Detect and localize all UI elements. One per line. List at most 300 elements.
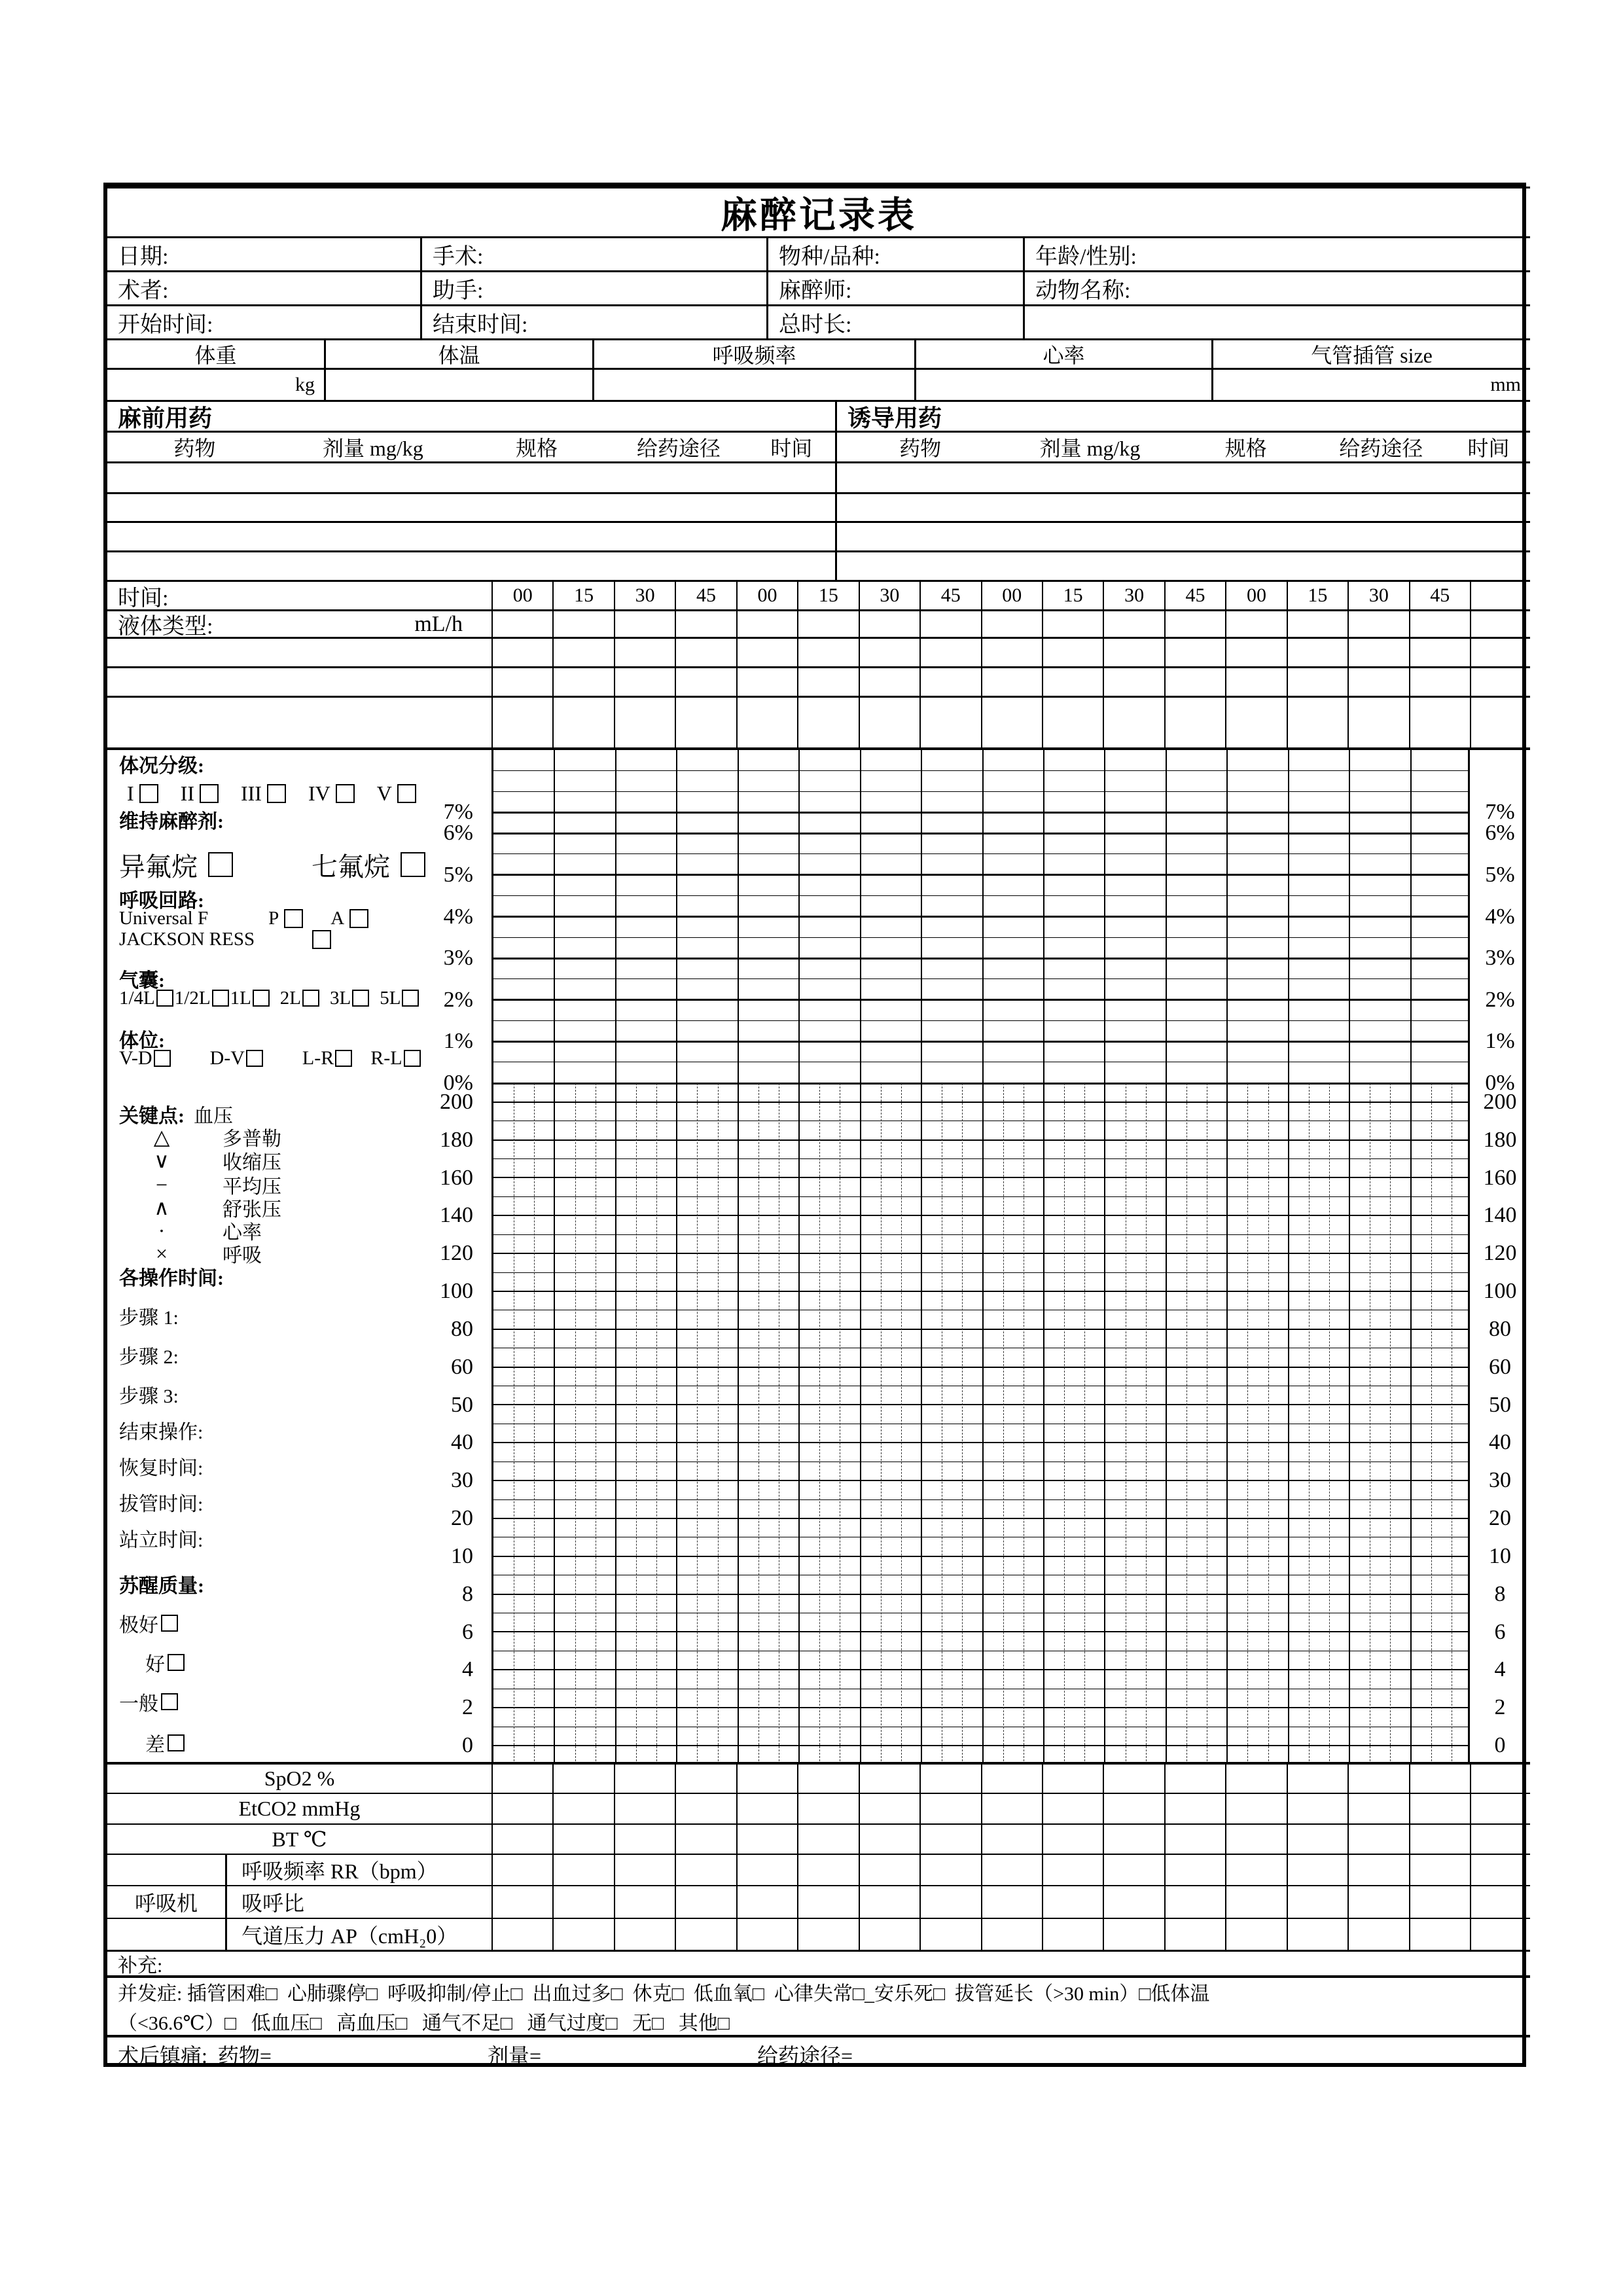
- monitor-cell[interactable]: [614, 1765, 675, 1793]
- premed-entry-1[interactable]: [107, 463, 835, 492]
- monitor-cell[interactable]: [675, 1794, 736, 1823]
- position-label: 体位:: [119, 1030, 165, 1052]
- checkbox[interactable]: [336, 784, 355, 803]
- cell-time-row-end[interactable]: [1470, 582, 1530, 609]
- vitals-axis-label-left: 2: [462, 1695, 473, 1720]
- cell-fluid-row-6[interactable]: [859, 611, 919, 637]
- cell-grid-blank-row-1-8[interactable]: [981, 639, 1042, 666]
- cell-time-row-7[interactable]: 45: [919, 582, 980, 609]
- cell-grid-blank-row-1-13[interactable]: [1287, 639, 1347, 666]
- ventilator-cell[interactable]: [1164, 1919, 1225, 1950]
- checkbox[interactable]: [139, 784, 158, 803]
- supplement-label: 补充:: [118, 1955, 163, 1977]
- field-surgery[interactable]: [420, 238, 766, 270]
- cell-fluid-row-14[interactable]: [1347, 611, 1408, 637]
- ventilator-cell[interactable]: [736, 1919, 797, 1950]
- cell-grid-blank-row-1-11[interactable]: [1164, 639, 1225, 666]
- complications-line1: 并发症: 插管困难□ 心肺骤停□ 呼吸抑制/停止□ 出血过多□ 休克□ 低血氧□ 心律失常□_安乐死□ 拔管延长（>30 min）□低体温: [118, 1983, 1210, 2005]
- induction-entry-2[interactable]: [835, 494, 1530, 521]
- induction-col-4: 时间: [1467, 437, 1510, 460]
- percent-gridline: [493, 958, 1468, 960]
- legend-name-3: 舒张压: [223, 1199, 281, 1221]
- ventilator-cell[interactable]: [1164, 1886, 1225, 1918]
- ventilator-cell[interactable]: [1409, 1886, 1470, 1918]
- cell-time-row-5[interactable]: 15: [797, 582, 858, 609]
- field-surgeon[interactable]: [107, 272, 420, 304]
- cell-grid-blank-row-2-5[interactable]: [797, 668, 858, 696]
- header-ett-size-label: 气管插管 size: [1311, 344, 1433, 367]
- cell-grid-blank-row-3-5[interactable]: [797, 698, 858, 747]
- position-option-D-V: D-V: [210, 1047, 263, 1069]
- recovery-option-好-label: 好: [145, 1648, 185, 1677]
- legend-name-5: 呼吸: [223, 1245, 262, 1266]
- ventilator-cell[interactable]: [614, 1919, 675, 1950]
- cell-grid-blank-row-1-0[interactable]: [491, 639, 552, 666]
- vitals-axis-label-right: 4: [1494, 1657, 1506, 1682]
- ventilator-cell[interactable]: [1287, 1919, 1347, 1950]
- monitor-cell[interactable]: [1164, 1794, 1225, 1823]
- grid-5min-dashed-line: [697, 1083, 698, 1765]
- monitor-cell[interactable]: [1042, 1794, 1103, 1823]
- monitor-cell[interactable]: [981, 1794, 1042, 1823]
- monitor-cell[interactable]: [1409, 1765, 1470, 1793]
- ventilator-cell[interactable]: [1103, 1855, 1164, 1885]
- circuit-p: P: [268, 908, 303, 929]
- ventilator-cell[interactable]: [797, 1919, 858, 1950]
- cell-grid-blank-row-1-1[interactable]: [552, 639, 613, 666]
- field-anesthetist[interactable]: [766, 272, 1023, 304]
- monitor-cell[interactable]: [1347, 1794, 1408, 1823]
- percent-axis-label-right: 2%: [1485, 987, 1515, 1012]
- cell-grid-blank-row-2-3[interactable]: [675, 668, 736, 696]
- cell-time-row-9[interactable]: 15: [1042, 582, 1103, 609]
- value-ett-size[interactable]: [1211, 370, 1530, 400]
- checkbox[interactable]: [404, 1050, 421, 1067]
- ventilator-cell[interactable]: [859, 1919, 919, 1950]
- ventilator-cell[interactable]: [675, 1855, 736, 1885]
- ventilator-cell[interactable]: [1103, 1886, 1164, 1918]
- monitor-cell[interactable]: [919, 1765, 980, 1793]
- checkbox[interactable]: [335, 1050, 352, 1067]
- induction-entry-4[interactable]: [835, 552, 1530, 580]
- ventilator-cell[interactable]: [491, 1855, 552, 1885]
- ventilator-cell[interactable]: [981, 1919, 1042, 1950]
- ventilator-cell[interactable]: [1347, 1919, 1408, 1950]
- cell-fluid-row-12[interactable]: [1225, 611, 1286, 637]
- ventilator-cell[interactable]: [797, 1855, 858, 1885]
- cell-fluid-row-13[interactable]: [1287, 611, 1347, 637]
- legend-name-0: 多普勒: [223, 1128, 281, 1150]
- cell-grid-blank-row-2-15[interactable]: [1409, 668, 1470, 696]
- ventilator-cell[interactable]: [1164, 1855, 1225, 1885]
- monitor-cell-end[interactable]: [1470, 1765, 1530, 1793]
- cell-grid-blank-row-1-10[interactable]: [1103, 639, 1164, 666]
- premed-entry-2[interactable]: [107, 494, 835, 521]
- vitals-axis-label-right: 10: [1489, 1543, 1511, 1568]
- value-weight[interactable]: [107, 370, 324, 400]
- premed-col-1: 剂量 mg/kg: [322, 437, 423, 460]
- monitor-cell[interactable]: [552, 1825, 613, 1854]
- cell-grid-blank-row-1-9[interactable]: [1042, 639, 1103, 666]
- cell-grid-blank-row-2-13[interactable]: [1287, 668, 1347, 696]
- monitor-cell-end[interactable]: [1470, 1825, 1530, 1854]
- monitor-cell[interactable]: [1225, 1794, 1286, 1823]
- monitor-cell[interactable]: [736, 1794, 797, 1823]
- cell-grid-blank-row-1-15[interactable]: [1409, 639, 1470, 666]
- ventilator-cell[interactable]: [859, 1855, 919, 1885]
- field-date[interactable]: [107, 238, 420, 270]
- cell-grid-blank-row-3-11[interactable]: [1164, 698, 1225, 747]
- monitor-cell[interactable]: [552, 1765, 613, 1793]
- monitor-cell[interactable]: [1225, 1765, 1286, 1793]
- checkbox[interactable]: [312, 930, 331, 949]
- grid-column-line: [921, 750, 922, 1762]
- ventilator-cell[interactable]: [675, 1919, 736, 1950]
- cell-grid-blank-row-3-6[interactable]: [859, 698, 919, 747]
- monitor-cell[interactable]: [1164, 1825, 1225, 1854]
- cell-grid-blank-row-1-14[interactable]: [1347, 639, 1408, 666]
- header-temperature: [324, 340, 592, 368]
- cell-fluid-row-3[interactable]: [675, 611, 736, 637]
- checkbox[interactable]: [208, 852, 233, 877]
- vitals-axis-label-left: 40: [451, 1430, 473, 1455]
- ventilator-cell[interactable]: [1225, 1919, 1286, 1950]
- ventilator-cell[interactable]: [736, 1886, 797, 1918]
- monitor-cell[interactable]: [1287, 1825, 1347, 1854]
- premed-entry-3[interactable]: [107, 523, 835, 550]
- cell-grid-blank-row-2-4[interactable]: [736, 668, 797, 696]
- ventilator-cell[interactable]: [552, 1919, 613, 1950]
- ventilator-cell[interactable]: [1409, 1855, 1470, 1885]
- monitor-cell[interactable]: [1347, 1765, 1408, 1793]
- ventilator-cell[interactable]: [1225, 1855, 1286, 1885]
- monitor-cell-end[interactable]: [1470, 1794, 1530, 1823]
- checkbox[interactable]: [168, 1654, 185, 1671]
- monitor-cell[interactable]: [675, 1825, 736, 1854]
- monitor-cell[interactable]: [1225, 1825, 1286, 1854]
- ventilator-cell[interactable]: [491, 1886, 552, 1918]
- cell-grid-blank-row-2-11[interactable]: [1164, 668, 1225, 696]
- cell-grid-blank-row-3-3[interactable]: [675, 698, 736, 747]
- grade-option-IV: IV: [308, 781, 355, 806]
- cell-grid-blank-row-3-13[interactable]: [1287, 698, 1347, 747]
- monitor-cell[interactable]: [736, 1765, 797, 1793]
- ventilator-cell[interactable]: [859, 1886, 919, 1918]
- field-assistant[interactable]: [420, 272, 766, 304]
- cell-grid-blank-row-3-end[interactable]: [1470, 698, 1530, 747]
- ventilator-cell[interactable]: [614, 1855, 675, 1885]
- monitor-cell[interactable]: [1164, 1765, 1225, 1793]
- grid-column-line: [798, 750, 800, 1762]
- ventilator-cell[interactable]: [1225, 1886, 1286, 1918]
- cell-time-row-2[interactable]: 30: [614, 582, 675, 609]
- checkbox[interactable]: [154, 1050, 171, 1067]
- ventilator-cell[interactable]: [1409, 1919, 1470, 1950]
- cell-fluid-row-8[interactable]: [981, 611, 1042, 637]
- ventilator-cell-end[interactable]: [1470, 1886, 1530, 1918]
- value-temperature[interactable]: [324, 370, 592, 400]
- cell-grid-blank-row-1-6[interactable]: [859, 639, 919, 666]
- cell-fluid-row-end[interactable]: [1470, 611, 1530, 637]
- header-heart-rate-label: 心率: [1043, 344, 1085, 367]
- premed-entry-4[interactable]: [107, 552, 835, 580]
- chart-grid[interactable]: [491, 750, 1470, 1762]
- checkbox[interactable]: [212, 990, 229, 1007]
- cell-fluid-row-9[interactable]: [1042, 611, 1103, 637]
- cell-time-row-15[interactable]: 45: [1409, 582, 1470, 609]
- cell-time-row-0[interactable]: 00: [491, 582, 552, 609]
- checkbox[interactable]: [200, 784, 219, 803]
- grid-column-line: [1410, 750, 1412, 1762]
- field-assistant-label: 助手:: [433, 279, 484, 303]
- monitor-label-2: [107, 1825, 491, 1854]
- grid-column-line: [1349, 750, 1350, 1762]
- vitals-axis-label-left: 180: [440, 1127, 473, 1152]
- ventilator-cell[interactable]: [1347, 1886, 1408, 1918]
- field-species[interactable]: [766, 238, 1023, 270]
- cell-grid-blank-row-2-end[interactable]: [1470, 668, 1530, 696]
- ventilator-cell[interactable]: [1103, 1919, 1164, 1950]
- cell-fluid-row-15[interactable]: [1409, 611, 1470, 637]
- monitor-cell[interactable]: [859, 1794, 919, 1823]
- checkbox[interactable]: [302, 990, 319, 1007]
- cell-grid-blank-row-3-12[interactable]: [1225, 698, 1286, 747]
- checkbox[interactable]: [246, 1050, 263, 1067]
- ventilator-cell-end[interactable]: [1470, 1855, 1530, 1885]
- position-option-V-D: V-D: [119, 1047, 171, 1069]
- cell-time-row-13[interactable]: 15: [1287, 582, 1347, 609]
- monitor-cell[interactable]: [797, 1825, 858, 1854]
- value-resp-rate[interactable]: [592, 370, 914, 400]
- cell-grid-blank-row-1-2[interactable]: [614, 639, 675, 666]
- ventilator-cell[interactable]: [797, 1886, 858, 1918]
- cell-grid-blank-row-2-14[interactable]: [1347, 668, 1408, 696]
- monitor-cell[interactable]: [1103, 1825, 1164, 1854]
- cell-grid-blank-row-3-15[interactable]: [1409, 698, 1470, 747]
- monitor-cell[interactable]: [675, 1765, 736, 1793]
- checkbox[interactable]: [397, 784, 416, 803]
- field-empty[interactable]: [1023, 306, 1530, 338]
- cell-grid-blank-row-1-5[interactable]: [797, 639, 858, 666]
- complications-row: [107, 1975, 1530, 2035]
- induction-columns: [835, 433, 1530, 461]
- monitor-label-0-text: SpO2 %: [264, 1767, 335, 1790]
- ventilator-cell[interactable]: [736, 1855, 797, 1885]
- percent-gridline: [493, 978, 1468, 979]
- cell-grid-blank-row-3-0[interactable]: [491, 698, 552, 747]
- vitals-axis-label-right: 2: [1494, 1695, 1506, 1720]
- supplement-cell[interactable]: [107, 1952, 1530, 1975]
- checkbox[interactable]: [352, 990, 369, 1007]
- checkbox[interactable]: [267, 784, 286, 803]
- monitor-cell[interactable]: [797, 1794, 858, 1823]
- cell-grid-blank-row-3-2[interactable]: [614, 698, 675, 747]
- cell-fluid-row-11[interactable]: [1164, 611, 1225, 637]
- cell-grid-blank-row-3-9[interactable]: [1042, 698, 1103, 747]
- cell-grid-blank-row-1-12[interactable]: [1225, 639, 1286, 666]
- fluid-unit: mL/h: [414, 611, 463, 636]
- bag-option-5L: 5L: [380, 988, 419, 1009]
- analgesia-cell[interactable]: [107, 2037, 1530, 2071]
- vitals-gridline: [493, 1196, 1468, 1197]
- cell-grid-blank-row-1-7[interactable]: [919, 639, 980, 666]
- cell-fluid-row-2[interactable]: [614, 611, 675, 637]
- monitor-cell[interactable]: [552, 1794, 613, 1823]
- cell-time-row-6[interactable]: 30: [859, 582, 919, 609]
- checkbox[interactable]: [402, 990, 419, 1007]
- cell-grid-blank-row-3-14[interactable]: [1347, 698, 1408, 747]
- checkbox[interactable]: [161, 1615, 178, 1632]
- ventilator-cell[interactable]: [919, 1855, 980, 1885]
- cell-grid-blank-row-2-12[interactable]: [1225, 668, 1286, 696]
- induction-entry-3[interactable]: [835, 523, 1530, 550]
- checkbox[interactable]: [156, 990, 173, 1007]
- monitor-cell[interactable]: [1347, 1825, 1408, 1854]
- cell-grid-blank-row-1-4[interactable]: [736, 639, 797, 666]
- cell-time-row-11[interactable]: 45: [1164, 582, 1225, 609]
- cell-time-row-8[interactable]: 00: [981, 582, 1042, 609]
- cell-grid-blank-row-3-1[interactable]: [552, 698, 613, 747]
- monitor-cell[interactable]: [1103, 1794, 1164, 1823]
- ventilator-cell[interactable]: [981, 1886, 1042, 1918]
- ventilator-cell[interactable]: [1042, 1886, 1103, 1918]
- ventilator-cell[interactable]: [981, 1855, 1042, 1885]
- cell-grid-blank-row-2-6[interactable]: [859, 668, 919, 696]
- chart-left-panel: [107, 750, 491, 1762]
- cell-fluid-row-7[interactable]: [919, 611, 980, 637]
- grid-blank-row-2: [107, 666, 1530, 696]
- cell-grid-blank-row-3-7[interactable]: [919, 698, 980, 747]
- cell-fluid-row-1[interactable]: [552, 611, 613, 637]
- grid-column-line: [676, 750, 677, 1762]
- ventilator-cell[interactable]: [491, 1919, 552, 1950]
- vitals-axis-label-right: 6: [1494, 1619, 1506, 1644]
- monitor-cell[interactable]: [919, 1794, 980, 1823]
- monitor-cell[interactable]: [491, 1765, 552, 1793]
- ventilator-cell[interactable]: [919, 1919, 980, 1950]
- checkbox[interactable]: [168, 1734, 185, 1751]
- ventilator-cell[interactable]: [1042, 1855, 1103, 1885]
- ventilator-cell[interactable]: [1287, 1886, 1347, 1918]
- grid-5min-dashed-line: [534, 1083, 535, 1765]
- ventilator-cell-end[interactable]: [1470, 1919, 1530, 1950]
- monitor-cell[interactable]: [614, 1794, 675, 1823]
- monitor-cell[interactable]: [1103, 1765, 1164, 1793]
- monitor-cell[interactable]: [859, 1825, 919, 1854]
- field-age-sex[interactable]: [1023, 238, 1530, 270]
- cell-grid-blank-row-3-4[interactable]: [736, 698, 797, 747]
- cell-time-row-3[interactable]: 45: [675, 582, 736, 609]
- cell-grid-blank-row-3-8[interactable]: [981, 698, 1042, 747]
- monitor-cell[interactable]: [797, 1765, 858, 1793]
- ventilator-cell[interactable]: [552, 1855, 613, 1885]
- cell-grid-blank-row-2-10[interactable]: [1103, 668, 1164, 696]
- cell-time-row-14[interactable]: 30: [1347, 582, 1408, 609]
- cell-grid-blank-row-3-10[interactable]: [1103, 698, 1164, 747]
- field-start-time[interactable]: [107, 306, 420, 338]
- monitor-label-2-text: BT ℃: [272, 1827, 327, 1851]
- field-total-duration-label: 总时长:: [779, 313, 852, 337]
- monitor-cell[interactable]: [1287, 1794, 1347, 1823]
- grid-5min-dashed-line: [758, 1083, 759, 1765]
- cell-grid-blank-row-1-3[interactable]: [675, 639, 736, 666]
- monitor-cell[interactable]: [614, 1825, 675, 1854]
- cell-grid-blank-row-2-8[interactable]: [981, 668, 1042, 696]
- cell-time-row-1[interactable]: 15: [552, 582, 613, 609]
- ventilator-cell[interactable]: [1042, 1919, 1103, 1950]
- vitals-gridline: [493, 1272, 1468, 1273]
- vitals-gridline: [493, 1367, 1468, 1368]
- monitor-cell[interactable]: [859, 1765, 919, 1793]
- cell-grid-blank-row-2-1[interactable]: [552, 668, 613, 696]
- monitor-label-1-text: EtCO2 mmHg: [238, 1797, 361, 1820]
- vitals-gridline: [493, 1499, 1468, 1500]
- percent-axis-label-right: 1%: [1485, 1029, 1515, 1054]
- cell-grid-blank-row-2-9[interactable]: [1042, 668, 1103, 696]
- monitor-cell[interactable]: [491, 1794, 552, 1823]
- cell-grid-blank-row-2-2[interactable]: [614, 668, 675, 696]
- ventilator-cell[interactable]: [1287, 1855, 1347, 1885]
- field-total-duration[interactable]: [766, 306, 1023, 338]
- cell-fluid-row-10[interactable]: [1103, 611, 1164, 637]
- monitor-cell[interactable]: [1042, 1825, 1103, 1854]
- monitor-cell[interactable]: [491, 1825, 552, 1854]
- monitor-cell[interactable]: [981, 1825, 1042, 1854]
- ventilator-cell[interactable]: [919, 1886, 980, 1918]
- monitor-cell[interactable]: [1287, 1765, 1347, 1793]
- cell-fluid-row-4[interactable]: [736, 611, 797, 637]
- checkbox[interactable]: [401, 852, 425, 877]
- ventilator-sub-label-1-text: 吸呼比: [241, 1892, 305, 1915]
- monitor-cell[interactable]: [736, 1825, 797, 1854]
- cell-time-row-10[interactable]: 30: [1103, 582, 1164, 609]
- monitor-cell[interactable]: [981, 1765, 1042, 1793]
- complications-cell[interactable]: [107, 1978, 1530, 2035]
- ventilator-cell[interactable]: [614, 1886, 675, 1918]
- checkbox[interactable]: [161, 1693, 178, 1710]
- percent-axis-label-right: 5%: [1485, 862, 1515, 887]
- ventilator-cell[interactable]: [1347, 1855, 1408, 1885]
- monitor-cell[interactable]: [1042, 1765, 1103, 1793]
- monitor-cell[interactable]: [919, 1825, 980, 1854]
- ventilator-cell[interactable]: [675, 1886, 736, 1918]
- grid-5min-dashed-line: [656, 1083, 657, 1765]
- monitor-cell[interactable]: [1409, 1825, 1470, 1854]
- ventilator-cell[interactable]: [552, 1886, 613, 1918]
- cell-time-row-4[interactable]: 00: [736, 582, 797, 609]
- vitals-gridline: [493, 1480, 1468, 1481]
- cell-fluid-row-0[interactable]: [491, 611, 552, 637]
- field-animal-name[interactable]: [1023, 272, 1530, 304]
- vitals-axis-label-left: 160: [440, 1165, 473, 1190]
- position-options: [107, 1044, 491, 1073]
- induction-entry-1[interactable]: [835, 463, 1530, 492]
- cell-grid-blank-row-2-0[interactable]: [491, 668, 552, 696]
- vitals-axis-label-left: 4: [462, 1657, 473, 1682]
- monitor-cell[interactable]: [1409, 1794, 1470, 1823]
- cell-grid-blank-row-1-end[interactable]: [1470, 639, 1530, 666]
- percent-gridline: [493, 895, 1468, 896]
- monitor-row-0: [107, 1762, 1530, 1793]
- field-end-time[interactable]: [420, 306, 766, 338]
- recovery-label: 苏醒质量:: [119, 1575, 204, 1597]
- checkbox[interactable]: [253, 990, 270, 1007]
- value-heart-rate[interactable]: [914, 370, 1211, 400]
- cell-fluid-row-5[interactable]: [797, 611, 858, 637]
- vitals-gridline: [493, 1404, 1468, 1405]
- cell-time-row-12[interactable]: 00: [1225, 582, 1286, 609]
- cell-grid-blank-row-2-7[interactable]: [919, 668, 980, 696]
